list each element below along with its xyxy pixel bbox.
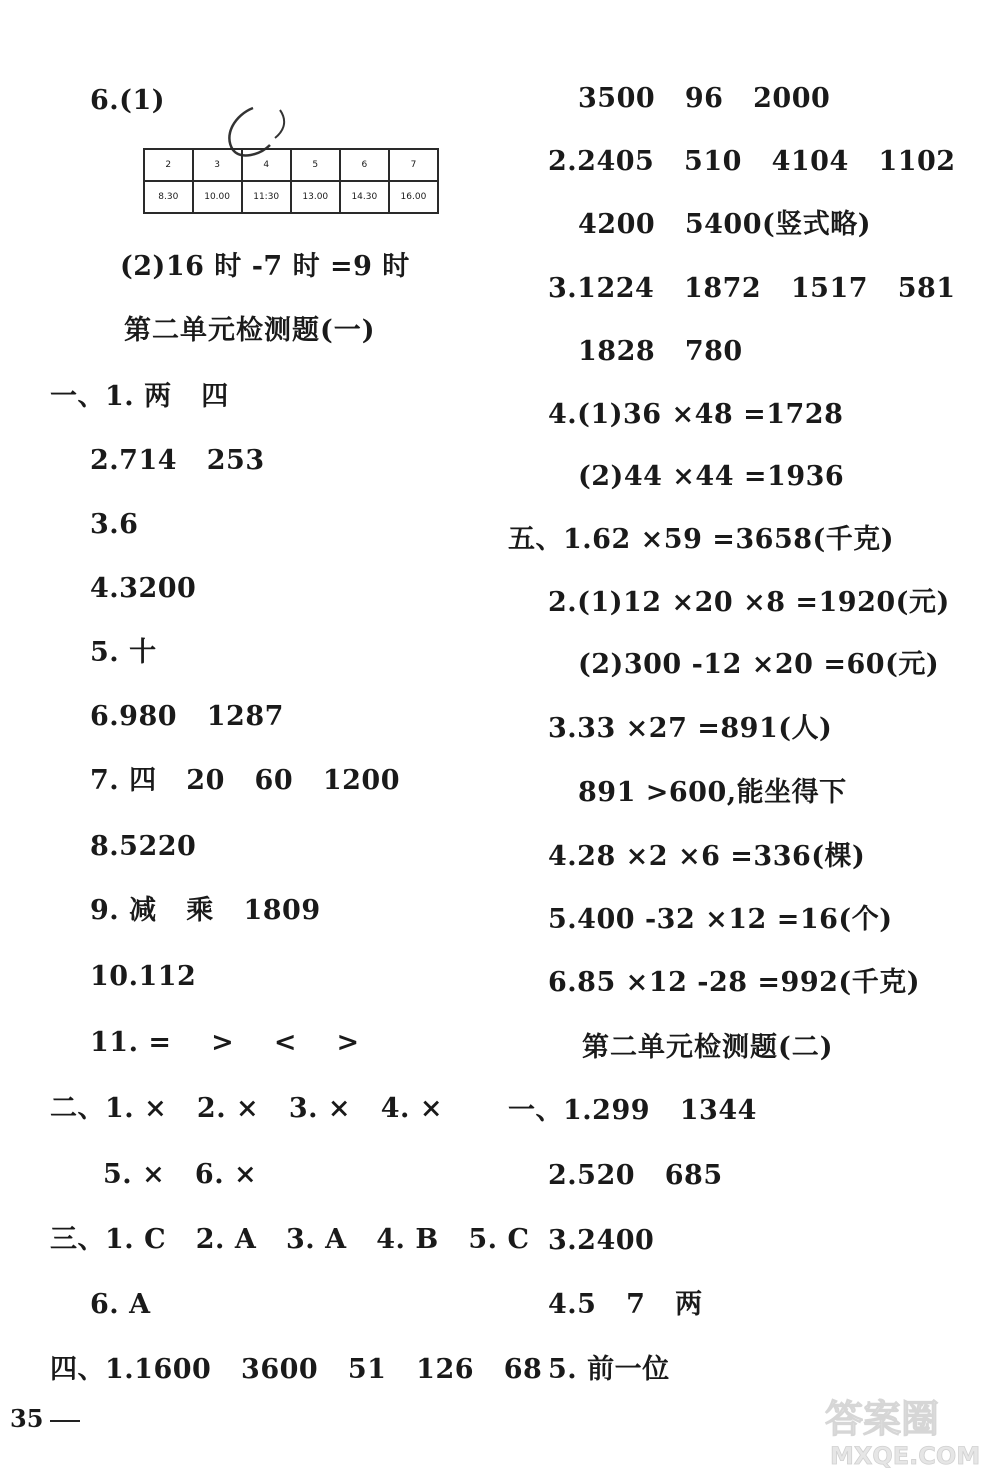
table-cell: 7 (389, 149, 438, 181)
answer-line: 10.112 (90, 961, 197, 992)
answer-line: 891 >600,能坐得下 (578, 777, 847, 808)
answer-line: 11. = > < > (90, 1027, 360, 1058)
q6-part2: (2)16 时 -7 时 =9 时 (120, 251, 410, 282)
schedule-table (143, 148, 439, 214)
table-cell: 6 (340, 149, 389, 181)
section-title: 第二单元检测题(二) (582, 1032, 834, 1063)
answer-line: 5. × 6. × (103, 1159, 258, 1190)
answer-line: 三、1. C 2. A 3. A 4. B 5. C (50, 1224, 530, 1255)
answer-line: 2.2405 510 4104 1102 (548, 146, 956, 177)
answer-line: 8.5220 (90, 831, 197, 862)
answer-line: 6. A (90, 1289, 151, 1320)
answer-line: 5. 十 (90, 637, 157, 668)
page-number-dash (50, 1420, 80, 1422)
answer-line: 四、1.1600 3600 51 126 68 (50, 1354, 543, 1385)
section-title: 第二单元检测题(一) (124, 315, 376, 346)
answer-line: 2.714 253 (90, 445, 265, 476)
watermark-logo-icon (820, 1382, 990, 1472)
answer-line: 4.5 7 两 (548, 1289, 703, 1320)
answer-line: 4.(1)36 ×48 =1728 (548, 399, 844, 430)
answer-line: 5. 前一位 (548, 1354, 670, 1385)
answer-line: 2.520 685 (548, 1160, 723, 1191)
answer-line: 5.400 -32 ×12 =16(个) (548, 904, 893, 935)
table-cell: 14.30 (340, 181, 389, 213)
answer-line: 3.2400 (548, 1225, 655, 1256)
table-cell: 5 (291, 149, 340, 181)
answer-line: 1828 780 (578, 336, 743, 367)
watermark-url: MXQE.COM (830, 1442, 981, 1470)
q6-label: 6.(1) (90, 85, 166, 116)
table-cell: 2 (144, 149, 193, 181)
table-cell: 13.00 (291, 181, 340, 213)
answer-line: 7. 四 20 60 1200 (90, 765, 400, 796)
answer-line: 9. 减 乘 1809 (90, 895, 321, 926)
table-row (144, 149, 438, 181)
page-number: 35 (10, 1404, 44, 1433)
table-cell: 16.00 (389, 181, 438, 213)
watermark-text: 答案圈 (825, 1397, 940, 1441)
answer-line: 一、1.299 1344 (508, 1095, 757, 1126)
table-cell: 8.30 (144, 181, 193, 213)
answer-line: 一、1. 两 四 (50, 381, 229, 412)
table-row (144, 181, 438, 213)
answer-line: 4.28 ×2 ×6 =336(棵) (548, 841, 866, 872)
table-cell: 4 (242, 149, 291, 181)
answer-line: 3.1224 1872 1517 581 (548, 273, 956, 304)
table-cell: 10.00 (193, 181, 242, 213)
answer-line: (2)44 ×44 =1936 (578, 461, 845, 492)
answer-line: 3.33 ×27 =891(人) (548, 713, 833, 744)
answer-line: (2)300 -12 ×20 =60(元) (578, 649, 940, 680)
table-cell: 3 (193, 149, 242, 181)
answer-line: 五、1.62 ×59 =3658(千克) (508, 524, 895, 555)
answer-line: 6.980 1287 (90, 701, 284, 732)
table-cell: 11:30 (242, 181, 291, 213)
answer-line: 二、1. × 2. × 3. × 4. × (50, 1093, 443, 1124)
answer-line: 4.3200 (90, 573, 197, 604)
answer-line: 6.85 ×12 -28 =992(千克) (548, 967, 920, 998)
answer-line: 3500 96 2000 (578, 83, 831, 114)
answer-line: 4200 5400(竖式略) (578, 209, 872, 240)
answer-line: 3.6 (90, 509, 139, 540)
answer-line: 2.(1)12 ×20 ×8 =1920(元) (548, 587, 950, 618)
